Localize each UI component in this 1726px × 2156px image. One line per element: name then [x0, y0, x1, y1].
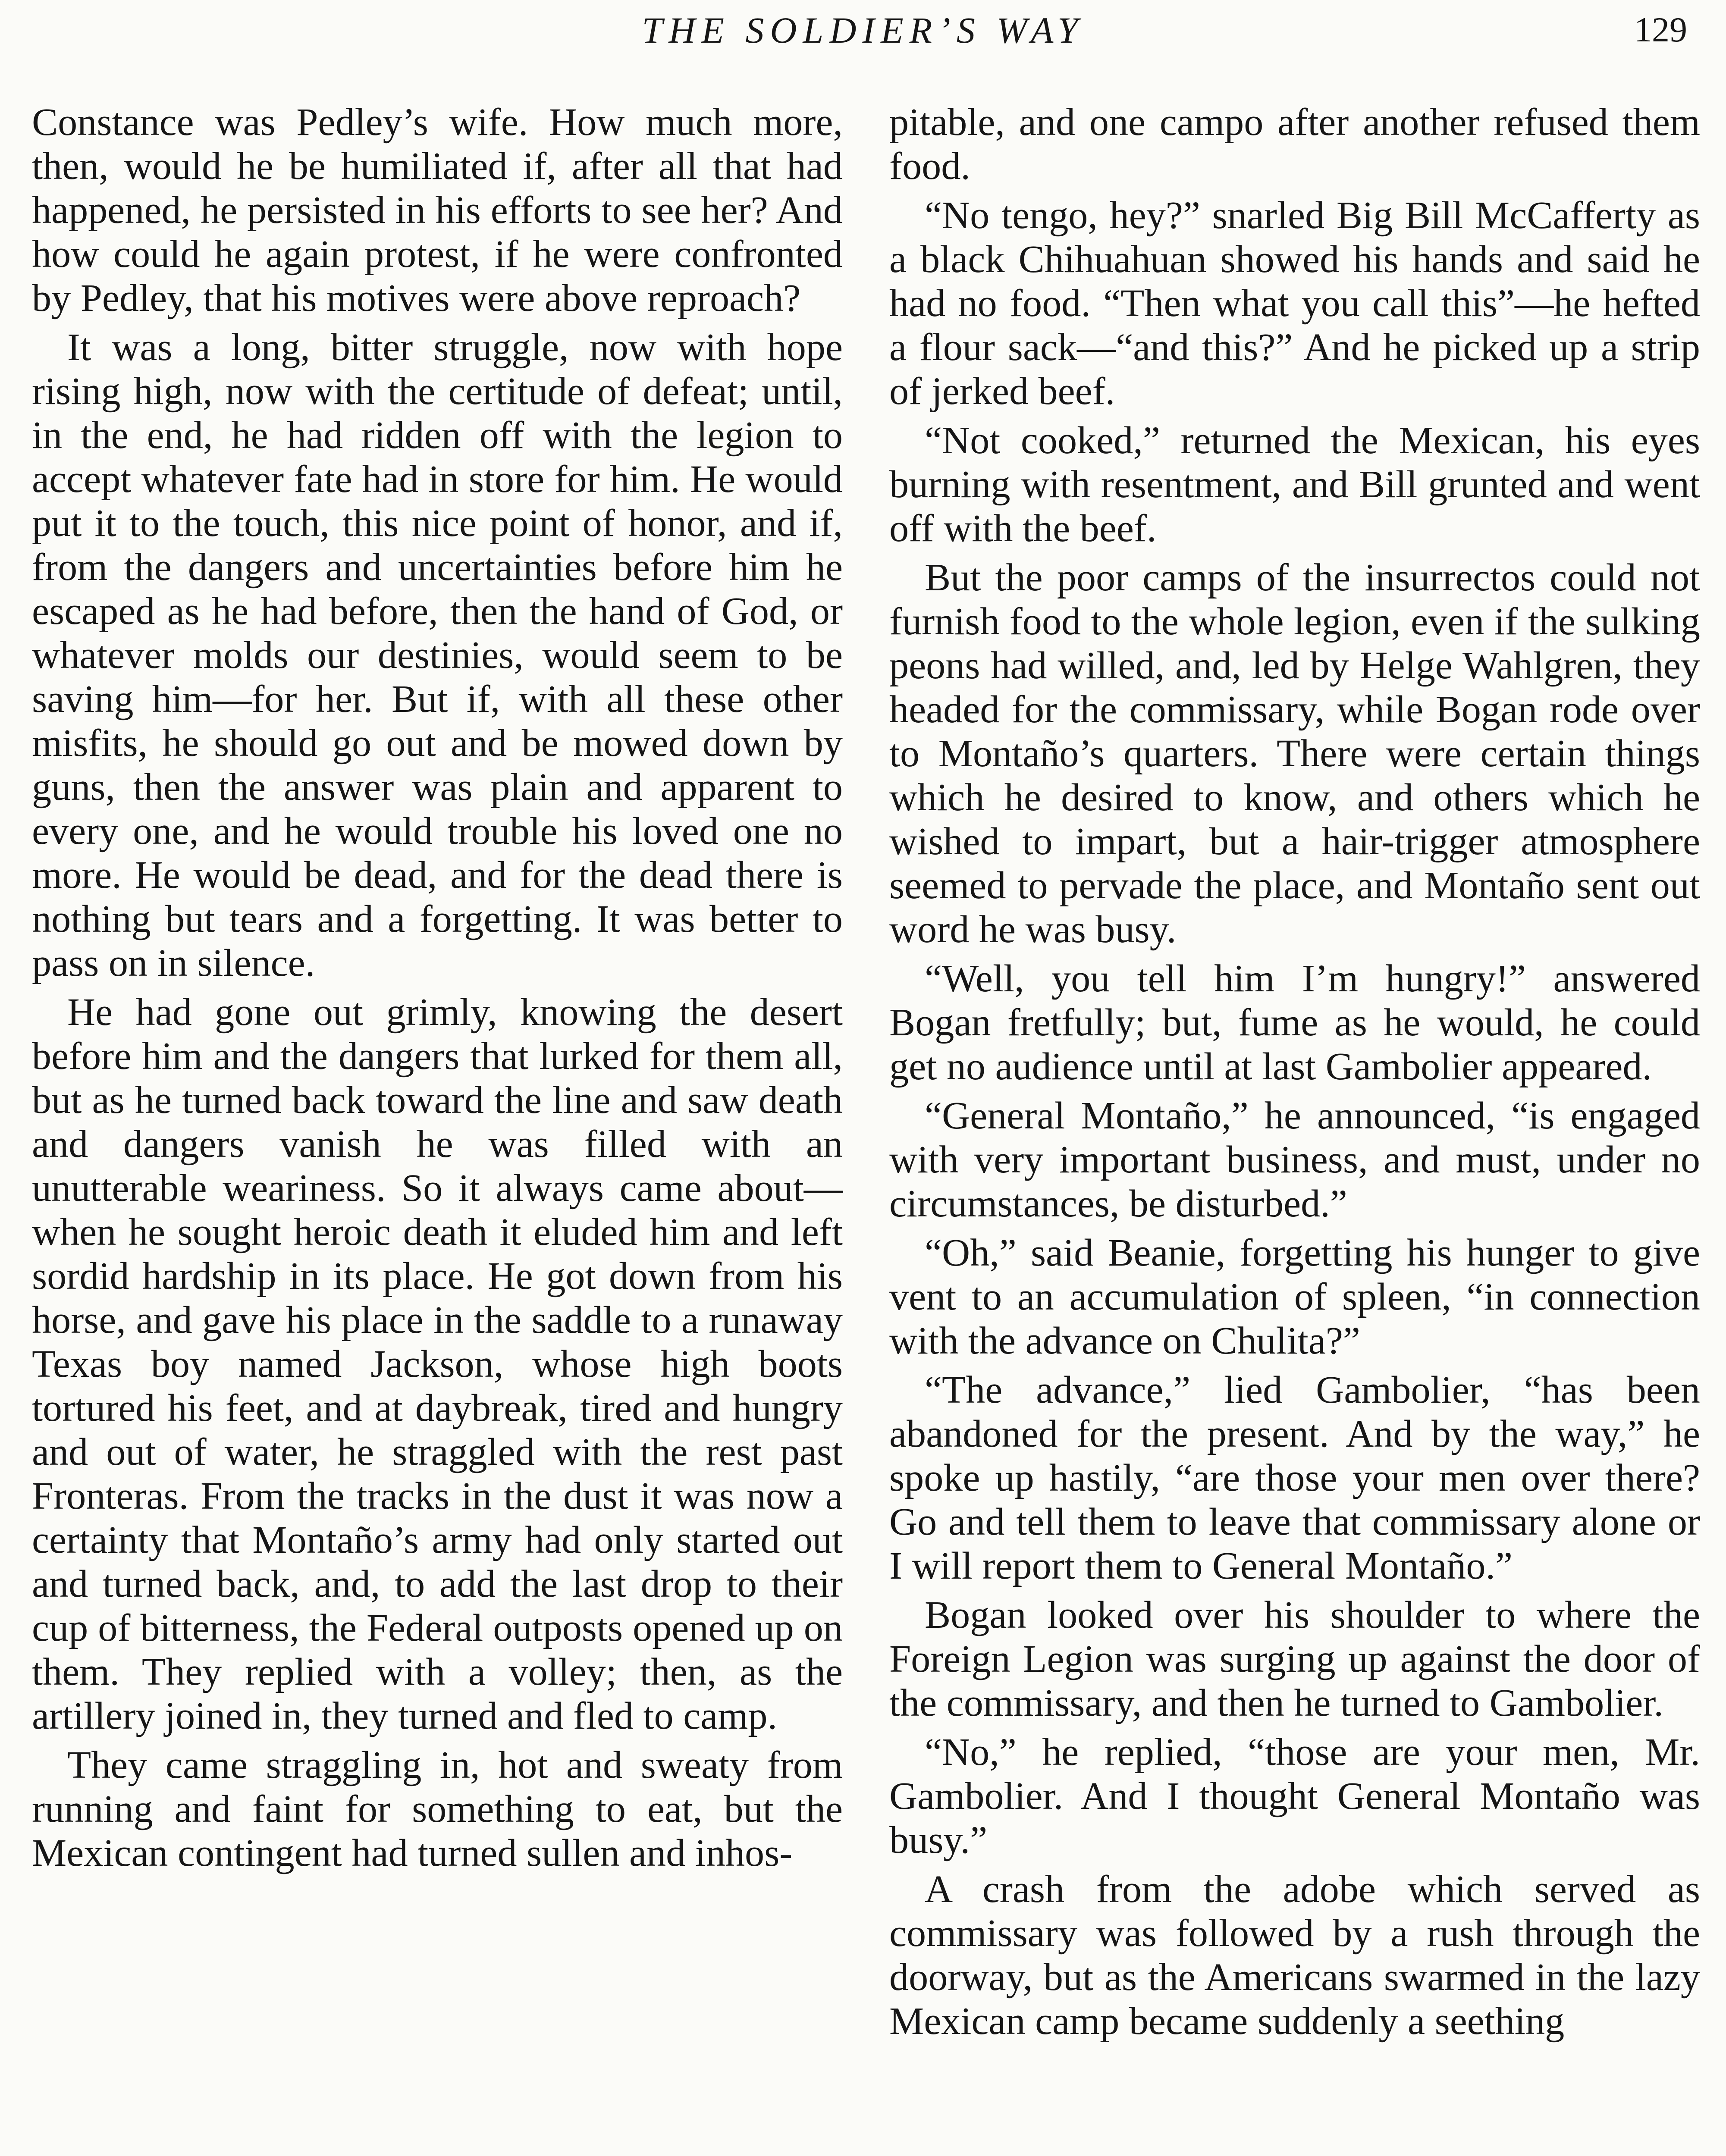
left-column: [32, 100, 843, 1875]
paragraph: Constance was Pedley’s wife. How much more, then, would he be humiliated if, after all that had happened, he persisted in his efforts to see her? And how could he again protest, if he were confronted by Pedley, that his motives were above reproach?: [32, 100, 843, 320]
page-number: 129: [1634, 10, 1687, 49]
paragraph: Bogan looked over his shoulder to where the Foreign Legion was surging up against the door of the commissary, and then he turned to Gambolier.: [889, 1593, 1700, 1724]
paragraph: A crash from the adobe which served as commissary was followed by a rush through the doorway, but as the Americans swarmed in the lazy Mexican camp became suddenly a seething: [889, 1868, 1700, 2043]
paragraph: “The advance,” lied Gambolier, “has been abandoned for the present. And by the way,” he spoke up hastily, “are those your men over there? Go and tell them to leave that commissary alone or I will report them to General Montaño.”: [889, 1368, 1700, 1587]
paragraph: pitable, and one campo after another refused them food.: [889, 100, 1700, 188]
running-title: THE SOLDIER’S WAY: [642, 9, 1084, 51]
paragraph: “General Montaño,” he announced, “is engaged with very important business, and must, under no circumstances, be disturbed.”: [889, 1094, 1700, 1225]
paragraph: “Well, you tell him I’m hungry!” answered Bogan fretfully; but, fume as he would, he could get no audience until at last Gambolier appeared.: [889, 957, 1700, 1088]
right-column: [889, 100, 1700, 2043]
page-header: [26, 9, 1700, 56]
paragraph: They came straggling in, hot and sweaty from running and faint for something to eat, but the Mexican contingent had turned sullen and inhos-: [32, 1743, 843, 1874]
paragraph: It was a long, bitter struggle, now with hope rising high, now with the certitude of defeat; until, in the end, he had ridden off with the legion to accept whatever fate had in store for him. He would put it to the touch, this nice point of honor, and if, from the dangers and uncertainties before him he escaped as he had before, then the hand of God, or whatever molds our destinies, would seem to be saving him—for her. But if, with all these other misfits, he should go out and be mowed down by guns, then the answer was plain and apparent to every one, and he would trouble his loved one no more. He would be dead, and for the dead there is nothing but tears and a forgetting. It was better to pass on in silence.: [32, 326, 843, 984]
paragraph: “Not cooked,” returned the Mexican, his eyes burning with resentment, and Bill grunted and went off with the beef.: [889, 419, 1700, 550]
paragraph: He had gone out grimly, knowing the desert before him and the dangers that lurked for them all, but as he turned back toward the line and saw death and dangers vanish he was filled with an unutterable weariness. So it always came about—when he sought heroic death it eluded him and left sordid hardship in its place. He got down from his horse, and gave his place in the saddle to a runaway Texas boy named Jackson, whose high boots tortured his feet, and at daybreak, tired and hungry and out of water, he straggled with the rest past Fronteras. From the tracks in the dust it was now a certainty that Montaño’s army had only started out and turned back, and, to add the last drop to their cup of bitterness, the Federal outposts opened up on them. They replied with a volley; then, as the artillery joined in, they turned and fled to camp.: [32, 990, 843, 1737]
paragraph: “No tengo, hey?” snarled Big Bill McCafferty as a black Chihuahuan showed his hands and said he had no food. “Then what you call this”—he hefted a flour sack—“and this?” And he picked up a strip of jerked beef.: [889, 194, 1700, 413]
paragraph: “No,” he replied, “those are your men, Mr. Gambolier. And I thought General Montaño was busy.”: [889, 1730, 1700, 1861]
paragraph: “Oh,” said Beanie, forgetting his hunger to give vent to an accumulation of spleen, “in connection with the advance on Chulita?”: [889, 1231, 1700, 1362]
paragraph: But the poor camps of the insurrectos could not furnish food to the whole legion, even if the sulking peons had willed, and, led by Helge Wahlgren, they headed for the commissary, while Bogan rode over to Montaño’s quarters. There were certain things which he desired to know, and others which he wished to impart, but a hair-trigger atmosphere seemed to pervade the place, and Montaño sent out word he was busy.: [889, 556, 1700, 951]
